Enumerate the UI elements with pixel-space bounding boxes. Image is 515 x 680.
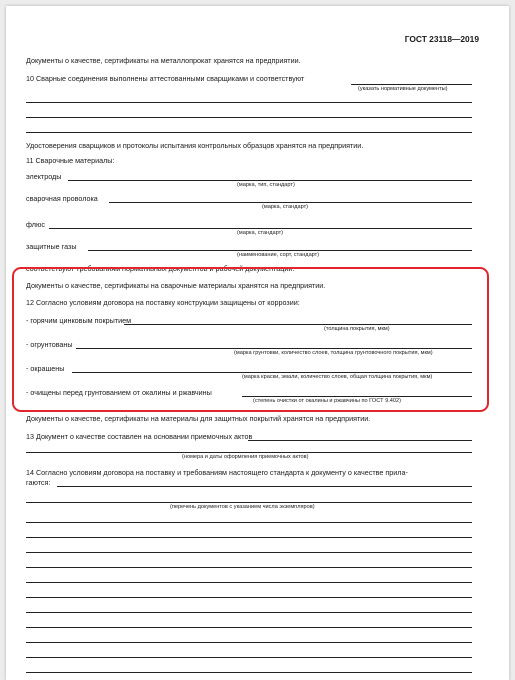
text-item-10: 10 Сварные соединения выполнены аттестованными сварщиками и соответствуют	[26, 74, 305, 83]
standard-number: ГОСТ 23118—2019	[404, 34, 479, 44]
caption-shielding-gases: (наименование, сорт, стандарт)	[237, 252, 320, 258]
fill-line	[26, 612, 472, 613]
fill-line	[124, 324, 472, 325]
label-primed: - огрунтованы	[26, 340, 73, 349]
text-welding-materials-certificates: Документы о качестве, сертификаты на сварочные материалы хранятся на предприятии.	[26, 281, 326, 290]
text-item-14-cont: гаются:	[26, 478, 51, 487]
fill-line	[26, 522, 472, 523]
fill-line	[88, 250, 472, 251]
text-item-13: 13 Документ о качестве составлен на основании приемочных актов	[26, 432, 253, 441]
fill-line	[109, 202, 472, 203]
text-item-11: 11 Сварочные материалы:	[26, 156, 115, 165]
label-cleaned: - очищены перед грунтованием от окалины и ржавчины	[26, 388, 212, 397]
text-coating-certificates: Документы о качестве, сертификаты на материалы для защитных покрытий хранятся на предприятии.	[26, 414, 371, 423]
fill-line	[68, 180, 472, 181]
fill-line	[26, 502, 472, 503]
fill-line	[26, 642, 472, 643]
text-welder-certificates: Удостоверения сварщиков и протоколы испытания контрольных образцов хранятся на предприятии.	[26, 141, 364, 150]
text-item-14: 14 Согласно условиям договора на поставку и требованиям настоящего стандарта к документу о качестве прила-	[26, 468, 408, 477]
fill-line	[26, 452, 472, 453]
fill-line	[242, 396, 472, 397]
fill-line	[26, 582, 472, 583]
fill-line	[26, 132, 472, 133]
label-flux: флюс	[26, 220, 45, 229]
fill-line	[26, 627, 472, 628]
fill-line	[26, 672, 472, 673]
caption-hot-zinc: (толщина покрытия, мкм)	[324, 326, 390, 332]
fill-line	[26, 597, 472, 598]
fill-line	[26, 567, 472, 568]
caption-normative-docs: (указать нормативные документы)	[358, 86, 448, 92]
label-shielding-gases: защитные газы	[26, 242, 77, 251]
document-page	[6, 6, 509, 680]
label-electrodes: электроды	[26, 172, 62, 181]
label-painted: - окрашены	[26, 364, 65, 373]
fill-line	[26, 657, 472, 658]
caption-primed: (марка грунтовки, количество слоев, толщина грунтовочного покрытия, мкм)	[234, 350, 433, 356]
caption-acceptance-acts: (номера и даты оформления приемочных актов)	[182, 454, 309, 460]
fill-line	[72, 372, 472, 373]
fill-line	[57, 486, 472, 487]
text-item-12: 12 Согласно условиям договора на поставку конструкции защищены от коррозии:	[26, 298, 300, 307]
fill-line	[26, 537, 472, 538]
label-hot-zinc: - горячим цинковым покрытием	[26, 316, 132, 325]
caption-painted: (марка краски, эмали, количество слоев, общая толщина покрытия, мкм)	[242, 374, 433, 380]
caption-electrodes: (марка, тип, стандарт)	[237, 182, 295, 188]
fill-line	[351, 84, 472, 85]
fill-line	[248, 440, 472, 441]
fill-line	[76, 348, 472, 349]
caption-welding-wire: (марка, стандарт)	[262, 204, 309, 210]
caption-cleaned: (степень очистки от окалины и ржавчины по ГОСТ 9.402)	[253, 398, 401, 404]
text-compliance: соответствуют требованиям нормативных документов и рабочей документации.	[26, 264, 295, 273]
label-welding-wire: сварочная проволока	[26, 194, 98, 203]
fill-line	[26, 117, 472, 118]
fill-line	[26, 102, 472, 103]
text-metal-certificates: Документы о качестве, сертификаты на металлопрокат хранятся на предприятии.	[26, 56, 301, 65]
caption-documents-list: (перечень документов с указанием числа экземпляров)	[170, 504, 315, 510]
caption-flux: (марка, стандарт)	[237, 230, 284, 236]
fill-line	[49, 228, 472, 229]
fill-line	[26, 552, 472, 553]
